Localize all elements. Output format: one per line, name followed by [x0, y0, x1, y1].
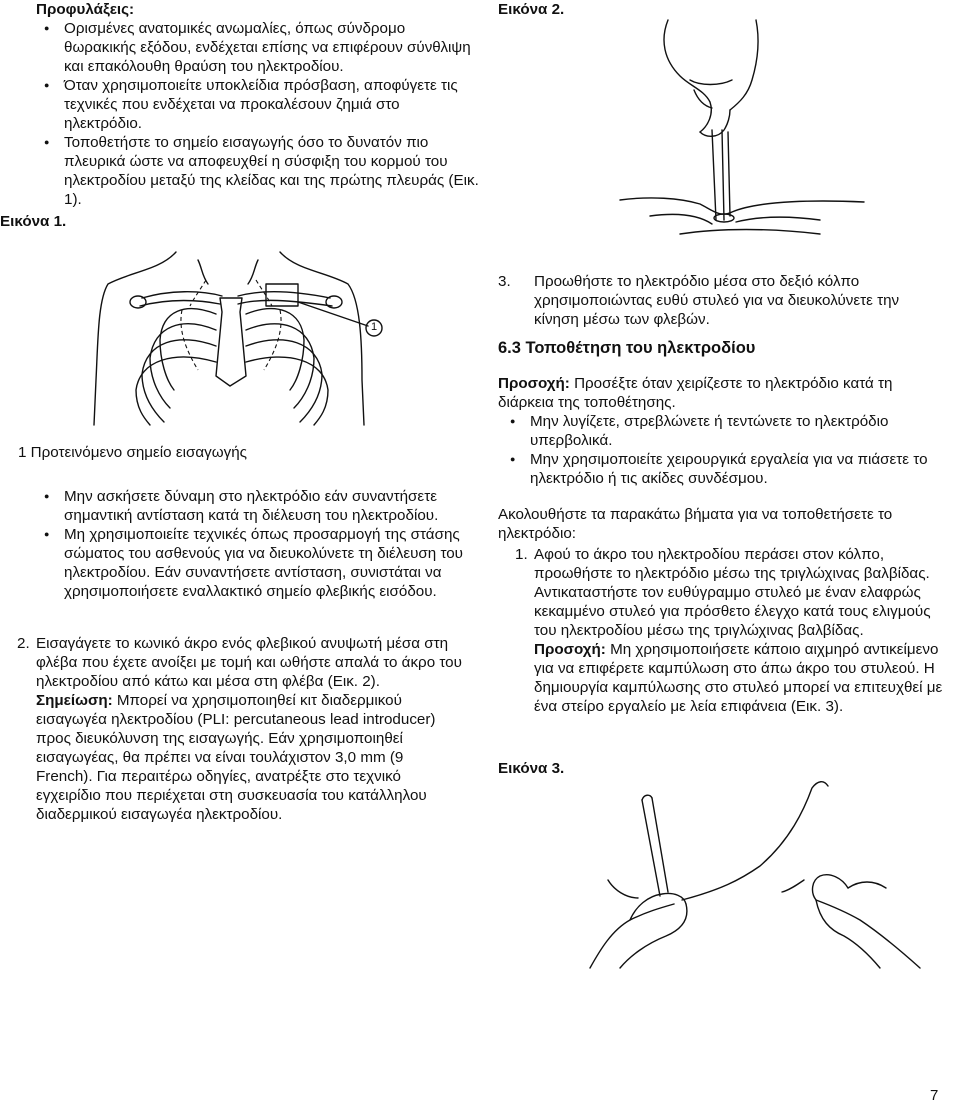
step-3: [498, 272, 948, 329]
caution-paragraph: [498, 374, 948, 412]
caution-list: [508, 412, 948, 488]
caution-label: Προσοχή:: [498, 375, 570, 392]
caution-text: Μη χρησιμοποιήσετε κάποιο αιχμηρό αντικείμενο για να επιφέρετε καμπύλωση στο άπω άκρο του στυλεού. Η δημιουργία καμπύλωσης στο στυλεό μπορεί να επιτευχθεί με ένα στείρο εργαλείο με λεία επιφάνεια (Εικ. 3).: [534, 641, 943, 715]
list-item: ● Τοποθετήστε το σημείο εισαγωγής όσο το δυνατόν πιο πλευρικά ώστε να αποφευχθεί η σύσφιξη του κορμού του ηλεκτροδίου μεταξύ της κλείδας και της πρώτης πλευράς (Εικ. 1).: [42, 133, 480, 209]
step-number: 1.: [515, 546, 528, 563]
note-text: Μπορεί να χρησιμοποιηθεί κιτ διαδερμικού εισαγωγέα ηλεκτροδίου (PLI: percutaneous lead introducer) προς διευκόλυνση της εισαγωγής. Εάν χρησιμοποιηθεί εισαγωγέας, θα πρέπει να είναι τουλάχιστον 3,0 mm (9 French). Για περαιτέρω οδηγίες, ανατρέξτε στο τεχνικό εγχειρίδιο που περιέχεται στη συσκευασία του κατάλληλου διαδερμικού εισαγωγέα ηλεκτροδίου.: [36, 692, 436, 823]
caution-label: Προσοχή:: [534, 641, 606, 658]
step1-caution: [498, 640, 950, 716]
step-text: Αφού το άκρο του ηλεκτροδίου περάσει στον κόλπο, προωθήστε το ηλεκτρόδιο μέσω της τριγλώχινας βαλβίδας. Αντικαταστήστε τον ευθύγραμμο στυλεό με έναν ελαφρώς κεκαμμένο στυλεό για πρόσθετο έλεγχο κατά τους ελιγμούς του ηλεκτροδίου μέσω της τριγλώχινας βαλβίδας.: [534, 546, 931, 639]
list-item: ● Ορισμένες ανατομικές ανωμαλίες, όπως σύνδρομο θωρακικής εξόδου, ενδέχεται επίσης να επιφέρουν σύνθλιψη και επακόλουθη θραύση του ηλεκτροδίου.: [42, 19, 480, 76]
step-number: 3.: [498, 273, 511, 290]
stylet-bending-illustration: [590, 780, 920, 970]
caution-text: Προσέξτε όταν χειρίζεστε το ηλεκτρόδιο κατά τη διάρκεια της τοποθέτησης.: [498, 375, 893, 411]
section-title: 6.3 Τοποθέτηση του ηλεκτροδίου: [498, 339, 756, 357]
intro-paragraph: Ακολουθήστε τα παρακάτω βήματα για να τοποθετήσετε το ηλεκτρόδιο:: [498, 506, 893, 542]
step-text: Εισαγάγετε το κωνικό άκρο ενός φλεβικού ανυψωτή μέσα στη φλέβα που έχετε ανοίξει με τομή και ωθήστε απαλά το άκρο του ηλεκτροδίου από κάτω και μέσα στη φλέβα (Εικ. 2).: [36, 635, 462, 690]
page-number: 7: [930, 1087, 939, 1104]
bullets-list-2: [42, 487, 480, 601]
figure2-label: Εικόνα 2.: [498, 1, 565, 18]
vein-lifter-illustration: [620, 20, 920, 240]
step-2: [0, 634, 462, 824]
figure1-callout: 1: [370, 321, 378, 333]
list-item: ● Μην ασκήσετε δύναμη στο ηλεκτρόδιο εάν συναντήσετε σημαντική αντίσταση κατά τη διέλευση του ηλεκτροδίου.: [42, 487, 480, 525]
note-label: Σημείωση:: [36, 692, 113, 709]
note-paragraph: [0, 691, 462, 824]
warnings-list: [42, 19, 480, 209]
list-item: ● Μη χρησιμοποιείτε τεχνικές όπως προσαρμογή της στάσης σώματος του ασθενούς για να διευκολύνετε τη διέλευση του ηλεκτροδίου. Εάν συναντήσετε αντίσταση, συνιστάται να χρησιμοποιήσετε εναλλακτικό σημείο φλεβικής εισόδου.: [42, 525, 480, 601]
figure1-label: Εικόνα 1.: [0, 213, 67, 230]
step-1: [498, 545, 950, 716]
figure1-caption: 1 Προτεινόμενο σημείο εισαγωγής: [18, 444, 247, 461]
list-item: ● Μην χρησιμοποιείτε χειρουργικά εργαλεία για να πιάσετε το ηλεκτρόδιο ή τις ακίδες συνδέσμου.: [508, 450, 948, 488]
list-item: ● Όταν χρησιμοποιείτε υποκλείδια πρόσβαση, αποφύγετε τις τεχνικές που ενδέχεται να προκαλέσουν ζημιά στο ηλεκτρόδιο.: [42, 76, 480, 133]
ribcage-illustration: [90, 240, 390, 425]
list-item: ● Μην λυγίζετε, στρεβλώνετε ή τεντώνετε το ηλεκτρόδιο υπερβολικά.: [508, 412, 948, 450]
step-number: 2.: [17, 635, 30, 652]
warnings-heading: Προφυλάξεις:: [36, 1, 135, 18]
step-text: Προωθήστε το ηλεκτρόδιο μέσα στο δεξιό κόλπο χρησιμοποιώντας ευθύ στυλεό για να διευκολύνετε την κίνηση μέσω των φλεβών.: [534, 273, 900, 328]
figure3-label: Εικόνα 3.: [498, 760, 565, 777]
